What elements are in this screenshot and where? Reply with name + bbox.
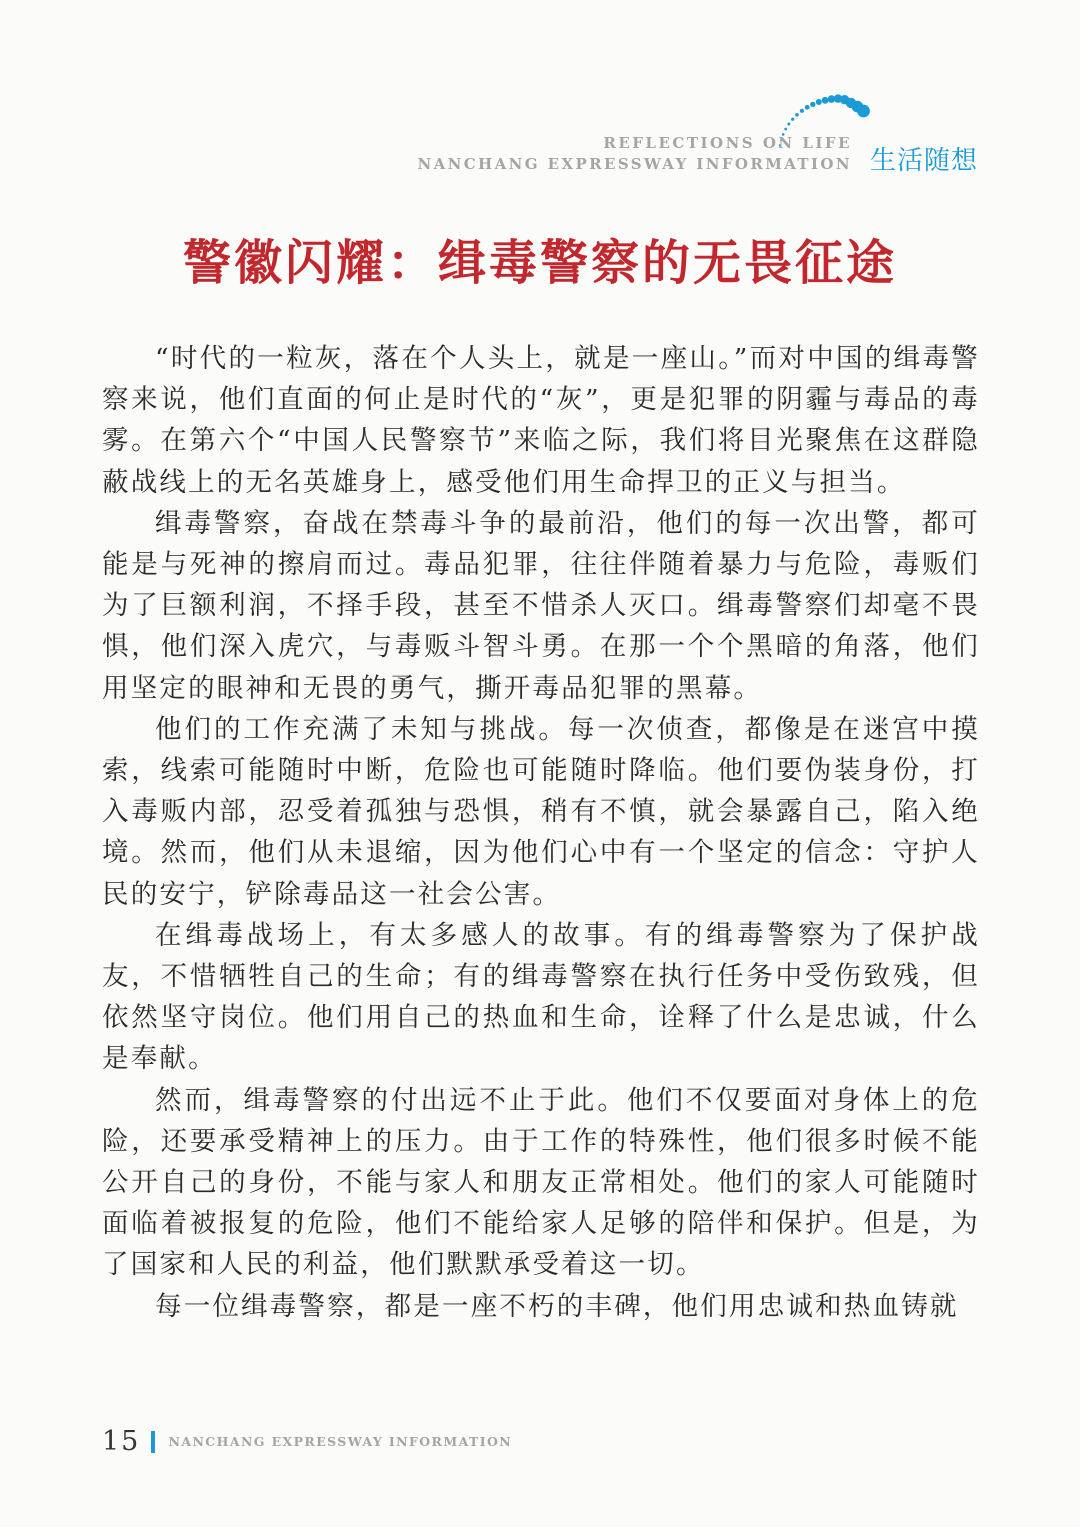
decorative-dot	[857, 105, 870, 118]
article-body	[102, 338, 980, 1327]
header-publication-name: NANCHANG EXPRESSWAY INFORMATION	[417, 155, 852, 173]
article-paragraph: 每一位缉毒警察，都是一座不朽的丰碑，他们用忠诚和热血铸就	[155, 1290, 959, 1322]
header-english-subtitle: REFLECTIONS ON LIFE	[603, 134, 852, 152]
decorative-dot	[795, 113, 799, 117]
footer-divider	[151, 1431, 155, 1453]
decorative-dot	[810, 102, 815, 107]
article-paragraph: 然而，缉毒警察的付出远不止于此。他们不仅要面对身体上的危险，还要承受精神上的压力。由于工作的特殊性，他们很多时候不能公开自己的身份，不能与家人和朋友正常相处。他们的家人可能随时面临着被报复的危险，他们不能给家人足够的陪伴和保护。但是，为了国家和人民的利益，他们默默承受着这一切。	[102, 1084, 980, 1281]
section-label: 生活随想	[870, 146, 979, 176]
decorative-dot	[800, 109, 804, 113]
page-header	[0, 0, 1080, 200]
article-paragraph: 缉毒警察，奋战在禁毒斗争的最前沿，他们的每一次出警，都可能是与死神的擦肩而过。毒品犯罪，往往伴随着暴力与危险，毒贩们为了巨额利润，不择手段，甚至不惜杀人灭口。缉毒警察们却毫不畏惧，他们深入虎穴，与毒贩斗智斗勇。在那一个个黑暗的角落，他们用坚定的眼神和无畏的勇气，撕开毒品犯罪的黑幕。	[102, 507, 980, 704]
decorative-dot	[787, 123, 790, 126]
article-paragraph: 在缉毒战场上，有太多感人的故事。有的缉毒警察为了保护战友，不惜牺牲自己的生命；有的缉毒警察在执行任务中受伤致残，但依然坚守岗位。他们用自己的热血和生命，诠释了什么是忠诚，什么是奉献。	[102, 919, 980, 1075]
article-title: 警徽闪耀：缉毒警察的无畏征途	[182, 235, 897, 291]
decorative-dot	[791, 118, 794, 121]
page-number: 15	[102, 1426, 141, 1457]
decorative-dot	[805, 105, 810, 110]
decorative-dot	[784, 128, 787, 131]
decorative-dot	[822, 97, 829, 104]
decorative-dot	[816, 99, 822, 105]
article-paragraph: “时代的一粒灰，落在个人头上，就是一座山。”而对中国的缉毒警察来说，他们直面的何止是时代的“灰”，更是犯罪的阴霾与毒品的毒雾。在第六个“中国人民警察节”来临之际，我们将目光聚焦在这群隐蔽战线上的无名英雄身上，感受他们用生命捍卫的正义与担当。	[102, 343, 980, 498]
page-footer	[102, 1426, 512, 1460]
footer-publication-name: NANCHANG EXPRESSWAY INFORMATION	[168, 1434, 513, 1449]
article-paragraph: 他们的工作充满了未知与挑战。每一次侦查，都像是在迷宫中摸索，线索可能随时中断，危险也可能随时降临。他们要伪装身份，打入毒贩内部，忍受着孤独与恐惧，稍有不慎，就会暴露自己，陷入绝境。然而，他们从未退缩，因为他们心中有一个坚定的信念：守护人民的安宁，铲除毒品这一社会公害。	[102, 713, 980, 910]
